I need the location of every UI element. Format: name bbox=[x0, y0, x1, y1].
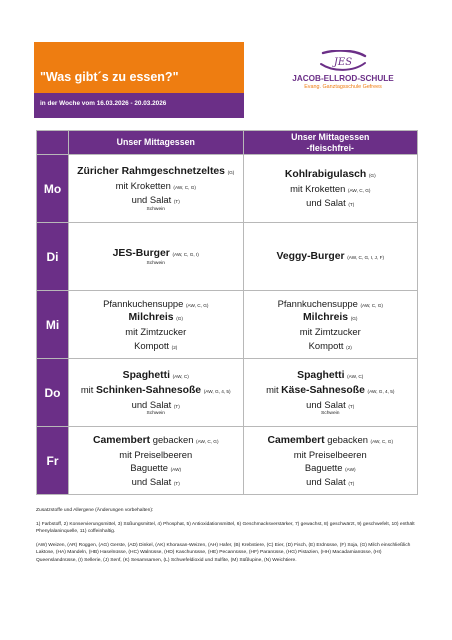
allergen-code: (2) bbox=[171, 344, 178, 350]
dish-main: Züricher Rahmgeschnetzeltes bbox=[77, 166, 225, 178]
dish-main-rest: gebacken bbox=[152, 433, 194, 445]
allergen-code: (AW, C) bbox=[347, 373, 364, 379]
allergen-code: (AW) bbox=[345, 467, 356, 473]
weekly-menu-table bbox=[36, 130, 418, 495]
dish-side: mit Preiselbeeren bbox=[293, 448, 367, 460]
menu-row-wednesday bbox=[37, 291, 418, 359]
dish-side: und Salat bbox=[306, 197, 346, 209]
header-banner bbox=[34, 42, 244, 118]
dish-connector: mit bbox=[80, 383, 94, 395]
notes-additives: 1) Farbstoff, 2) Konservierungsmittel, 3) Süßungsmittel, 4) Phosphat, 5) Antioxidationsmittel, 6) Geschmacksverstärker, 7) gewachst, 8) geschwärzt, 9) geschwefelt, 10) enthält Phenylalaninquelle, 11) coffeinhaltig. bbox=[36, 521, 415, 535]
dish-side: mit Kroketten bbox=[290, 183, 346, 195]
dish-sauce: Käse-Sahnesoße bbox=[281, 384, 365, 396]
allergen-code: (AW, C, G, I) bbox=[172, 252, 199, 258]
dish-cell-vegetarian bbox=[243, 359, 418, 427]
dish-starter: Pfannkuchensuppe bbox=[103, 297, 184, 309]
day-label: Mi bbox=[37, 291, 69, 359]
header-corner-cell bbox=[37, 131, 69, 155]
meat-note: Schwein bbox=[146, 411, 165, 417]
allergen-code: (G) bbox=[350, 316, 358, 322]
meat-note: Schwein bbox=[146, 206, 165, 212]
dish-main: JES-Burger bbox=[112, 248, 170, 260]
allergen-code: (T) bbox=[348, 202, 355, 208]
dish-side: und Salat bbox=[131, 194, 172, 206]
dish-main: Spaghetti bbox=[297, 369, 345, 381]
dish-side: Kompott bbox=[308, 339, 344, 351]
school-logo bbox=[288, 50, 398, 105]
dish-side: Baguette bbox=[304, 462, 343, 474]
column-header-standard bbox=[69, 131, 244, 155]
menu-row-friday bbox=[37, 427, 418, 495]
dish-cell-standard bbox=[69, 155, 244, 223]
allergen-code: (T) bbox=[173, 403, 180, 409]
dish-cell-standard bbox=[69, 291, 244, 359]
allergen-code: (T) bbox=[348, 480, 355, 486]
allergen-code: (AW, C, G) bbox=[360, 302, 383, 308]
meat-note: Schwein bbox=[146, 261, 165, 267]
column-header-vegetarian bbox=[243, 131, 418, 155]
dish-main: Camembert bbox=[267, 434, 325, 446]
page-title: "Was gibt´s zu essen?" bbox=[40, 70, 179, 84]
notes-heading: Zusatzstoffe und Allergene (Änderungen vorbehalten): bbox=[36, 508, 154, 513]
dish-side: Baguette bbox=[130, 462, 168, 474]
allergen-code: (AW, C, G, I, J, F) bbox=[347, 254, 385, 260]
dish-cell-standard bbox=[69, 223, 244, 291]
allergen-notes bbox=[36, 507, 420, 571]
column-header-vegetarian-line2: -fleischfrei- bbox=[306, 142, 354, 153]
allergen-code: (T) bbox=[173, 199, 180, 205]
allergen-code: (G) bbox=[368, 173, 376, 179]
dish-side: mit Zimtzucker bbox=[299, 326, 361, 338]
dish-cell-standard bbox=[69, 359, 244, 427]
allergen-code: (AW) bbox=[170, 467, 182, 473]
dish-side: und Salat bbox=[306, 475, 346, 487]
dish-main: Camembert bbox=[92, 434, 151, 446]
dish-main-rest: gebacken bbox=[327, 433, 368, 445]
dish-sauce: Schinken-Sahnesoße bbox=[95, 384, 202, 396]
allergen-code: (T) bbox=[348, 403, 355, 409]
dish-side: und Salat bbox=[131, 398, 172, 410]
dish-cell-vegetarian bbox=[243, 291, 418, 359]
header-title-bar bbox=[34, 42, 244, 93]
day-label: Do bbox=[37, 359, 69, 427]
allergen-code: (2) bbox=[346, 344, 352, 350]
notes-allergens: (AW) Weizen, (AR) Roggen, (AG) Gerste, (AD) Dinkel, (AK) Khorasan-Weizen, (AH) Hafer, (B) Krebstiere, (C) Eier, (D) Fisch, (E) Erdnüsse, (F) Soja, (G) Milch einschließlich Laktose, (HA) Mandeln, (HB) Haselnüsse, (HC) Walnüsse, (HD) Kaschunüsse, (HE) Pecannüsse, (HF) Paranüsse, (HG) Pistazien, (HH) Macadamianüsse, (HI) Queenslandnüsse, (I) Sellerie, (J) Senf, (K) Sesamsamen, (L) Schwefeldioxid und Sulfite, (M) Süßlupine, (N) Weichtiere. bbox=[36, 542, 411, 563]
menu-row-monday bbox=[37, 155, 418, 223]
allergen-code: (G) bbox=[176, 316, 183, 322]
column-header-standard-label: Unser Mittagessen bbox=[116, 137, 195, 148]
dish-main: Spaghetti bbox=[122, 369, 170, 381]
menu-row-thursday bbox=[37, 359, 418, 427]
dish-side: und Salat bbox=[306, 398, 346, 410]
menu-row-tuesday bbox=[37, 223, 418, 291]
header-date-bar bbox=[34, 93, 244, 118]
meat-note: Schwein bbox=[321, 411, 340, 417]
allergen-code: (T) bbox=[173, 480, 180, 486]
week-range: in der Woche vom 16.03.2026 - 20.03.2026 bbox=[40, 100, 167, 107]
dish-main: Veggy-Burger bbox=[276, 250, 345, 262]
menu-header-row bbox=[37, 131, 418, 155]
day-label: Fr bbox=[37, 427, 69, 495]
school-tagline: Evang. Ganztagsschule Gefrees bbox=[304, 84, 382, 90]
allergen-code: (G) bbox=[227, 170, 235, 176]
dish-cell-vegetarian bbox=[243, 223, 418, 291]
dish-cell-vegetarian bbox=[243, 155, 418, 223]
day-label: Di bbox=[37, 223, 69, 291]
allergen-code: (AW, G, 4, 5) bbox=[367, 388, 395, 394]
allergen-code: (AW, C) bbox=[172, 373, 189, 379]
allergen-code: (AW, C, G) bbox=[347, 188, 371, 194]
dish-side: mit Kroketten bbox=[115, 180, 171, 192]
dish-main: Milchreis bbox=[303, 312, 349, 324]
allergen-code: (AW, C, G) bbox=[370, 438, 394, 444]
dish-side: mit Zimtzucker bbox=[125, 326, 187, 338]
dish-main: Kohlrabigulasch bbox=[284, 169, 367, 181]
dish-starter: Pfannkuchensuppe bbox=[277, 297, 358, 309]
dish-cell-vegetarian bbox=[243, 427, 418, 495]
allergen-code: (AW, G, 4, 5) bbox=[203, 388, 231, 394]
dish-main: Milchreis bbox=[128, 312, 174, 324]
school-logo-mark-icon bbox=[317, 50, 369, 72]
dish-connector: mit bbox=[266, 383, 279, 395]
dish-side: Kompott bbox=[134, 339, 170, 351]
logo-mark-text: JES bbox=[333, 57, 353, 68]
column-header-vegetarian-line1: Unser Mittagessen bbox=[291, 132, 370, 143]
day-label: Mo bbox=[37, 155, 69, 223]
dish-side: und Salat bbox=[131, 475, 172, 487]
allergen-code: (AW, C, G) bbox=[196, 438, 219, 444]
dish-side: mit Preiselbeeren bbox=[119, 448, 193, 460]
allergen-code: (AW, C, G) bbox=[173, 185, 196, 191]
allergen-code: (AW, C, G) bbox=[185, 302, 209, 308]
dish-cell-standard bbox=[69, 427, 244, 495]
school-name: JACOB-ELLROD-SCHULE bbox=[292, 74, 394, 83]
